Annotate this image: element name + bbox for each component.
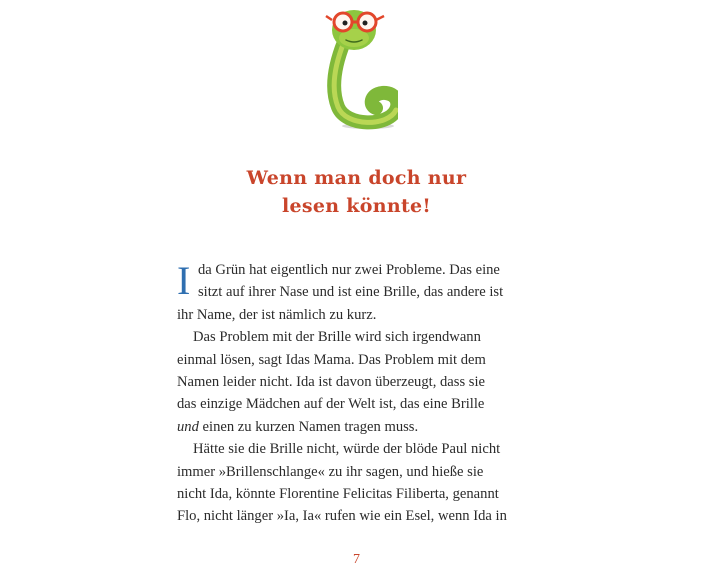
text-line: Flo, nicht länger »Ia, Ia« rufen wie ein Esel, wenn Ida in <box>177 508 507 525</box>
italic-word: und <box>177 418 199 435</box>
text-line: das einzige Mädchen auf der Welt ist, das eine Brille <box>177 396 485 413</box>
snake-illustration <box>318 2 398 132</box>
text-line: Das Problem mit der Brille wird sich irgendwann <box>193 329 481 346</box>
text-line: da Grün hat eigentlich nur zwei Probleme. Das eine <box>198 262 500 278</box>
chapter-title-line-2: lesen könnte! <box>281 195 432 217</box>
text-line: Namen leider nicht. Ida ist davon überzeugt, dass sie <box>177 373 485 390</box>
chapter-title-line-1: Wenn man doch nur <box>246 167 467 189</box>
chapter-body <box>177 259 537 528</box>
text-line: Hätte sie die Brille nicht, würde der blöde Paul nicht <box>193 441 501 458</box>
snake-with-glasses-icon <box>318 2 398 132</box>
text-line: nicht Ida, könnte Florentine Felicitas Filiberta, genannt <box>177 485 499 502</box>
page-number: 7 <box>353 552 360 567</box>
text-line: sitzt auf ihrer Nase und ist eine Brille, das andere ist <box>198 284 504 301</box>
text-line: ihr Name, der ist nämlich zu kurz. <box>177 306 377 323</box>
text-line-with-emphasis <box>177 416 537 438</box>
text-line-rest: einen zu kurzen Namen tragen muss. <box>202 418 419 435</box>
text-line: immer »Brillenschlange« zu ihr sagen, und hieße sie <box>177 463 484 480</box>
drop-cap: I <box>177 258 191 303</box>
text-line: einmal lösen, sagt Idas Mama. Das Problem mit dem <box>177 351 486 368</box>
